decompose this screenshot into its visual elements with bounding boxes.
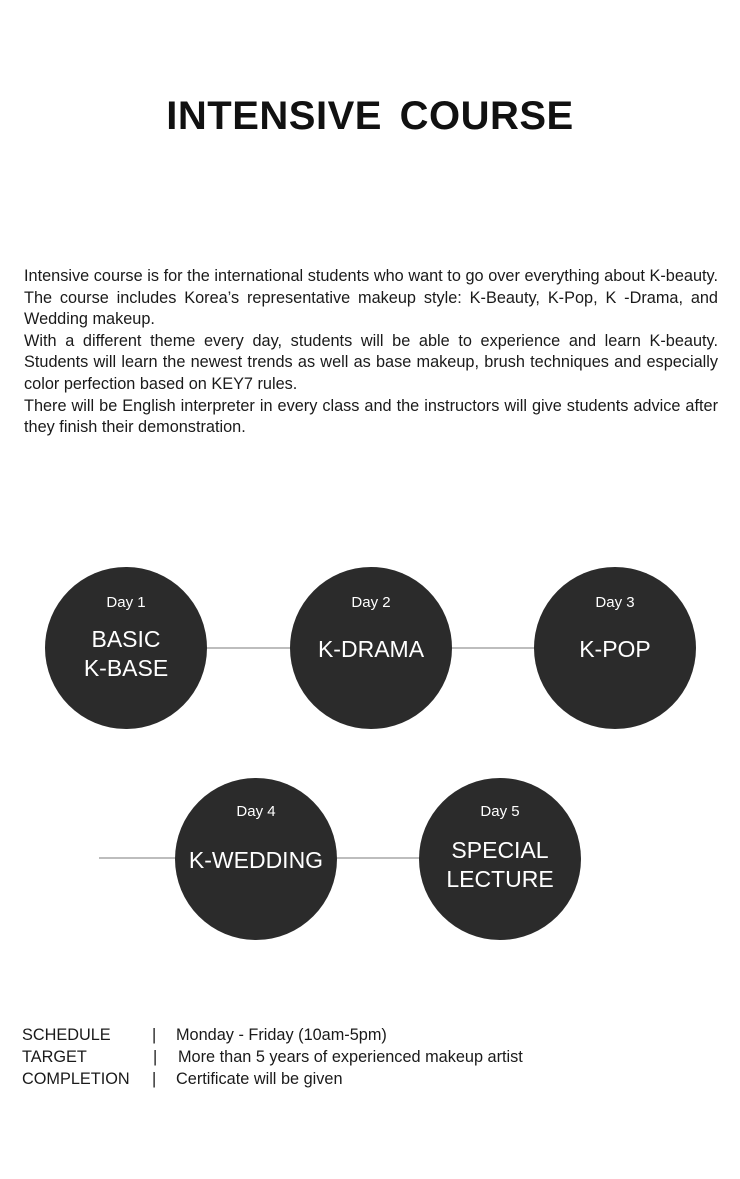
intro-paragraph: Intensive course is for the international students who want to go over everything about K-beauty. The course includes Korea’s representative makeup style: K-Beauty, K-Pop, K -Drama, and Wedding makeup. bbox=[24, 267, 718, 329]
day-1-circle bbox=[45, 567, 207, 729]
day-topic: K-POP bbox=[579, 636, 651, 662]
info-value: More than 5 years of experienced makeup artist bbox=[178, 1048, 523, 1066]
day-topic: K-WEDDING bbox=[188, 847, 324, 873]
day-5-circle bbox=[419, 778, 581, 940]
day-topic: K-DRAMA bbox=[317, 636, 425, 662]
info-label: COMPLETION bbox=[22, 1070, 130, 1088]
intro-paragraph: With a different theme every day, students will be able to experience and learn K-beauty. Students will learn the newest trends as well as base makeup, brush techniques and especially color perfection based on KEY7 rules. bbox=[24, 331, 718, 393]
day-3-circle bbox=[534, 567, 696, 729]
info-separator: | bbox=[153, 1048, 158, 1066]
day-topic: SPECIAL LECTURE bbox=[446, 837, 554, 892]
day-label: Day 3 bbox=[595, 594, 635, 611]
intro-text bbox=[24, 266, 718, 439]
day-label: Day 2 bbox=[351, 594, 391, 611]
day-label: Day 1 bbox=[106, 594, 146, 611]
day-label: Day 5 bbox=[480, 803, 520, 820]
info-label: SCHEDULE bbox=[22, 1026, 111, 1044]
page-title: INTENSIVE COURSE bbox=[166, 94, 574, 138]
info-separator: | bbox=[152, 1026, 157, 1044]
day-2-circle bbox=[290, 567, 452, 729]
day-topic: BASIC K-BASE bbox=[83, 626, 169, 681]
connector-line bbox=[200, 647, 300, 649]
info-value: Monday - Friday (10am-5pm) bbox=[176, 1026, 387, 1044]
connector-line bbox=[445, 647, 545, 649]
info-label: TARGET bbox=[22, 1048, 87, 1066]
connector-line bbox=[330, 857, 430, 859]
info-value: Certificate will be given bbox=[176, 1070, 343, 1088]
intro-paragraph: There will be English interpreter in every class and the instructors will give students advice after they finish their demonstration. bbox=[24, 396, 718, 437]
info-separator: | bbox=[152, 1070, 157, 1088]
day-label: Day 4 bbox=[236, 803, 276, 820]
day-4-circle bbox=[175, 778, 337, 940]
